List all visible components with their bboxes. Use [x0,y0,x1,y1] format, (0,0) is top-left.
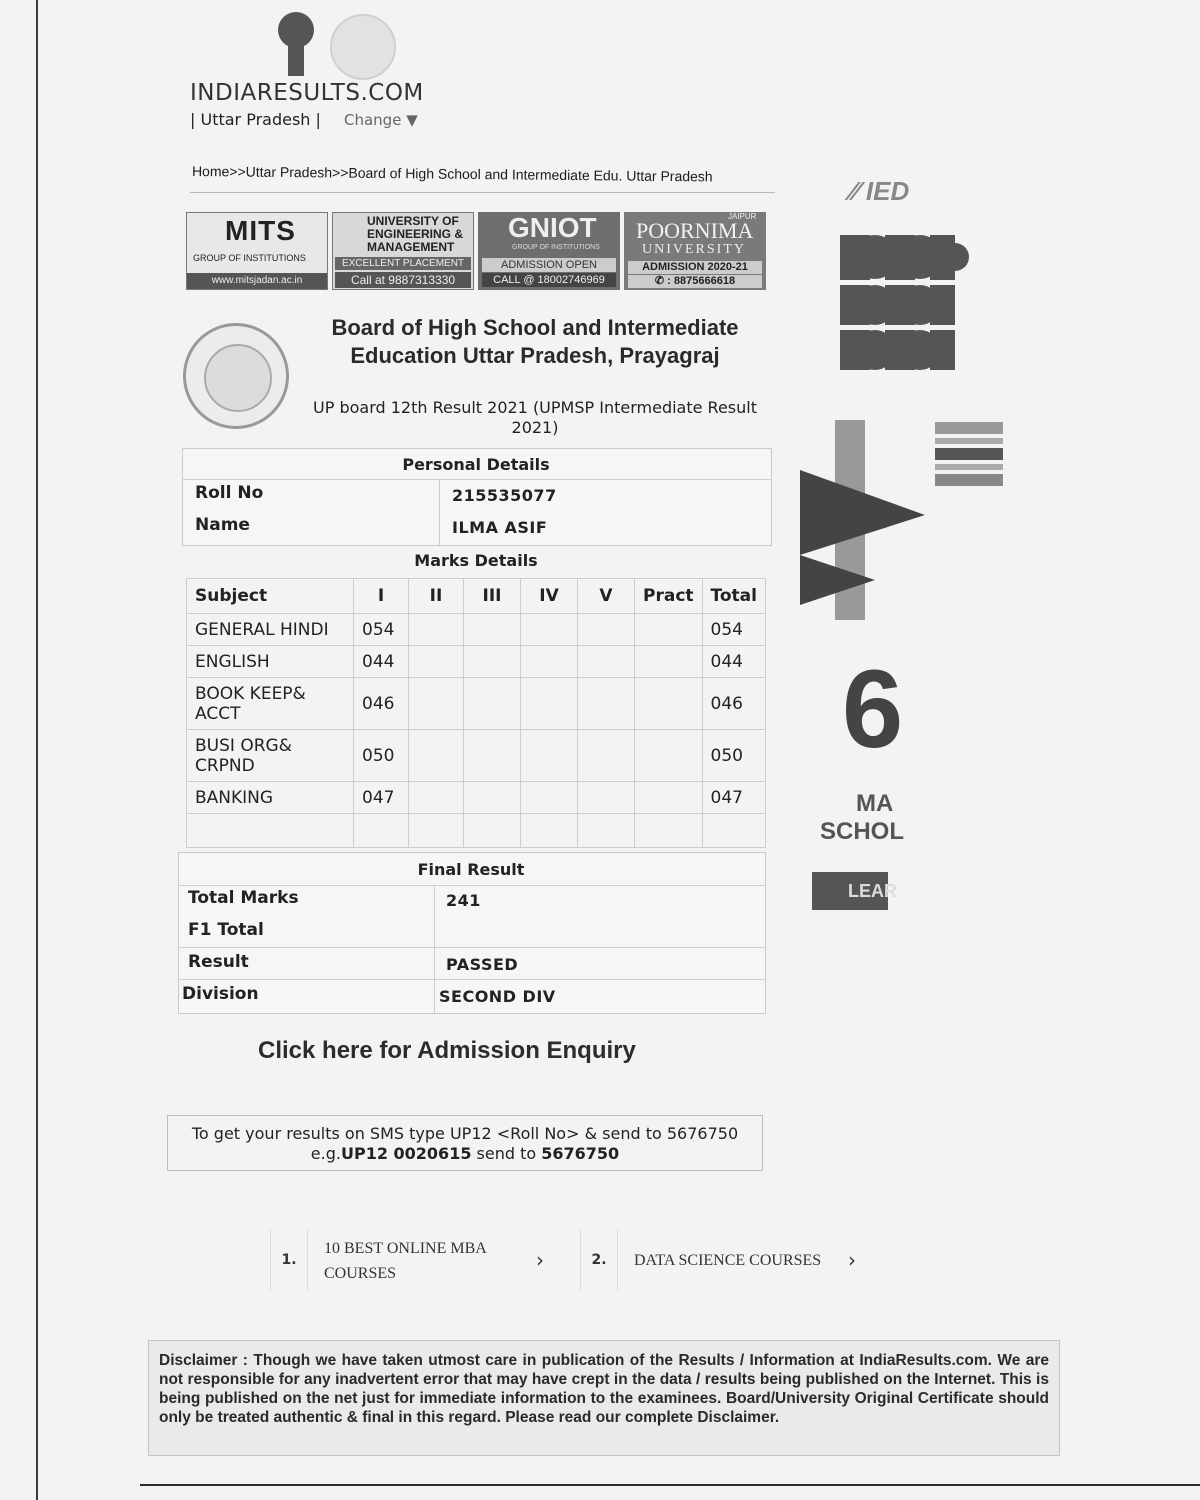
related-number: 1. [270,1230,308,1290]
breadcrumb-separator: >> [332,164,349,181]
col-total: Total [702,579,765,614]
division-value: SECOND DIV [439,987,556,1006]
breadcrumb-board[interactable]: Board of High School and Intermediate Edu. Uttar Pradesh [348,164,713,185]
empty-cell [702,814,765,848]
ad-title: UNIVERSITY OF ENGINEERING & MANAGEMENT [367,214,464,254]
ad-subtitle: UNIVERSITY [642,242,746,257]
empty-cell [464,814,521,848]
mark-cell: 044 [354,646,409,678]
divider [434,885,435,1013]
empty-cell [521,814,578,848]
side-ad-play-graphic [795,420,1010,625]
divider [183,479,771,480]
ad-uem[interactable] [332,212,474,290]
related-number: 2. [580,1230,618,1290]
sms-code: UP12 0020615 [340,1144,472,1163]
ad-phone: ✆ : 8875666618 [628,275,762,288]
ad-tagline: ADMISSION OPEN [482,258,616,272]
table-row [187,614,766,646]
table-row [187,782,766,814]
side-ad-graphic [835,230,975,380]
ad-shape [930,330,955,370]
empty-cell [578,646,635,678]
subject-cell: BOOK KEEP& ACCT [187,678,354,730]
side-ad-logo-text: IED [865,176,910,206]
ad-shape [935,474,1003,486]
total-marks-value: 241 [446,891,481,910]
marks-header-row [187,579,766,614]
empty-cell [635,614,703,646]
empty-cell [635,730,703,782]
related-title [634,1248,821,1273]
sms-instruction: To get your results on SMS type UP12 <Roll No> & send to 5676750 [191,1124,739,1143]
logo-i-dot [278,12,314,48]
mark-cell: 046 [354,678,409,730]
ad-title: GNIOT [508,212,597,243]
side-ad-logo[interactable] [850,176,909,207]
empty-cell [354,814,409,848]
board-title [300,314,770,370]
marks-table [186,578,766,848]
empty-cell [521,730,578,782]
ad-strip [186,212,766,290]
related-title-line1: 10 BEST ONLINE MBA [324,1240,487,1257]
ad-tagline: ADMISSION 2020-21 [628,261,762,274]
col-iv: IV [521,579,578,614]
empty-cell [409,730,464,782]
ad-shape [941,243,969,271]
empty-cell [409,646,464,678]
change-state-link[interactable]: Change ▼ [344,111,418,129]
empty-cell [464,614,521,646]
related-title-line2: COURSES [324,1265,397,1282]
roll-no-label: Roll No [195,483,264,503]
divider [439,479,440,545]
division-label: Division [182,984,259,1004]
empty-cell [409,782,464,814]
side-ad-text: MA [856,790,894,817]
table-row-empty [187,814,766,848]
side-ad-learn-button[interactable]: LEAR [812,872,888,910]
side-ad-number: 6 [842,648,904,771]
name-label: Name [195,515,250,535]
empty-cell [521,678,578,730]
col-pract: Pract [635,579,703,614]
logo-text: INDIARESULTS.COM [190,80,424,106]
subject-cell: BUSI ORG& CRPND [187,730,354,782]
col-v: V [578,579,635,614]
related-link-2[interactable] [580,1230,870,1290]
ad-tagline: EXCELLENT PLACEMENT [335,257,471,270]
ad-subtitle: GROUP OF INSTITUTIONS [512,244,600,251]
empty-cell [521,646,578,678]
board-title-line1: Board of High School and Intermediate [331,315,739,340]
emblem-inner [204,344,272,412]
up-map-icon [330,14,396,80]
col-iii: III [464,579,521,614]
ad-shape [930,285,955,325]
ad-url: www.mitsjadan.ac.in [187,273,327,289]
page-edge [36,0,38,1500]
marks-details-heading: Marks Details [414,551,538,570]
empty-cell [187,814,354,848]
col-i: I [354,579,409,614]
empty-cell [578,678,635,730]
ad-shape [935,448,1003,460]
disclaimer: Disclaimer : Though we have taken utmost care in publication of the Results / Information at IndiaResults.com. We are not responsible for any inadvertent error that may have crept in the data / results being published on the Internet. This is being published on the net just for immediate information to the examinees. Board/University Original Certificate should only be treated authentic & final in this regard. Please read our complete Disclaimer. [148,1340,1060,1456]
table-row [187,646,766,678]
ad-phone: CALL @ 18002746969 [482,273,616,287]
ad-shape [935,464,1003,470]
col-subject: Subject [187,579,354,614]
slash-icon: ⁄⁄ [850,176,866,206]
mark-cell: 054 [354,614,409,646]
sms-eg: e.g. [310,1144,341,1163]
personal-details-heading: Personal Details [402,455,550,474]
total-cell: 046 [702,678,765,730]
ad-title: MITS [225,215,296,246]
empty-cell [464,730,521,782]
divider [140,1484,1200,1486]
breadcrumb [192,163,713,184]
ad-poornima[interactable] [624,212,766,290]
board-emblem-icon [183,323,289,429]
breadcrumb-home[interactable]: Home [191,163,230,180]
mark-cell: 047 [354,782,409,814]
board-title-line2: Education Uttar Pradesh, Prayagraj [350,343,720,368]
empty-cell [409,614,464,646]
ad-shape [935,438,1003,444]
total-cell: 047 [702,782,765,814]
name-value: ILMA ASIF [452,518,548,537]
total-marks-label: Total Marks [188,888,299,908]
total-cell: 054 [702,614,765,646]
table-row [187,730,766,782]
final-result-heading: Final Result [417,860,525,879]
empty-cell [409,678,464,730]
chevron-right-icon: › [536,1248,544,1272]
result-label: Result [188,952,249,972]
logo-i-stem [288,46,304,76]
ad-mits[interactable] [186,212,328,290]
result-value: PASSED [446,955,519,974]
breadcrumb-separator: >> [229,163,246,180]
divider [179,947,765,948]
ad-gniot[interactable] [478,212,620,290]
ad-shape [935,422,1003,434]
related-link-1[interactable] [270,1230,560,1290]
sms-number: 5676750 [541,1144,620,1163]
empty-cell [635,814,703,848]
empty-cell [464,678,521,730]
empty-cell [521,782,578,814]
admission-enquiry-link[interactable]: Click here for Admission Enquiry [258,1037,636,1064]
result-title: UP board 12th Result 2021 (UPMSP Intermediate Result 2021) [313,398,757,437]
site-logo[interactable] [190,10,424,106]
empty-cell [578,614,635,646]
related-title-line1: DATA SCIENCE COURSES [634,1252,822,1269]
state-name: | Uttar Pradesh | [190,110,321,129]
empty-cell [521,614,578,646]
col-ii: II [409,579,464,614]
total-cell: 044 [702,646,765,678]
empty-cell [578,730,635,782]
mark-cell: 050 [354,730,409,782]
empty-cell [464,782,521,814]
empty-cell [578,782,635,814]
sms-example [168,1144,762,1164]
ad-tag: JAIPUR [728,212,757,221]
empty-cell [464,646,521,678]
roll-no-value: 215535077 [452,486,557,505]
ad-subtitle: GROUP OF INSTITUTIONS [193,253,306,263]
ad-phone: Call at 9887313330 [335,272,471,288]
ad-title: POORNIMA [636,218,754,243]
empty-cell [635,782,703,814]
divider [179,979,765,980]
table-row [187,678,766,730]
breadcrumb-state[interactable]: Uttar Pradesh [245,163,333,181]
side-ad-text: SCHOL [820,818,904,845]
sms-info-box [167,1115,763,1171]
empty-cell [578,814,635,848]
divider [190,192,775,193]
empty-cell [635,646,703,678]
divider [179,885,765,886]
related-title [324,1236,487,1286]
empty-cell [409,814,464,848]
empty-cell [635,678,703,730]
sms-send: send to [471,1144,542,1163]
subject-cell: BANKING [187,782,354,814]
state-selector [190,110,418,129]
f1-total-label: F1 Total [188,920,264,940]
chevron-right-icon: › [848,1248,856,1272]
subject-cell: GENERAL HINDI [187,614,354,646]
subject-cell: ENGLISH [187,646,354,678]
total-cell: 050 [702,730,765,782]
